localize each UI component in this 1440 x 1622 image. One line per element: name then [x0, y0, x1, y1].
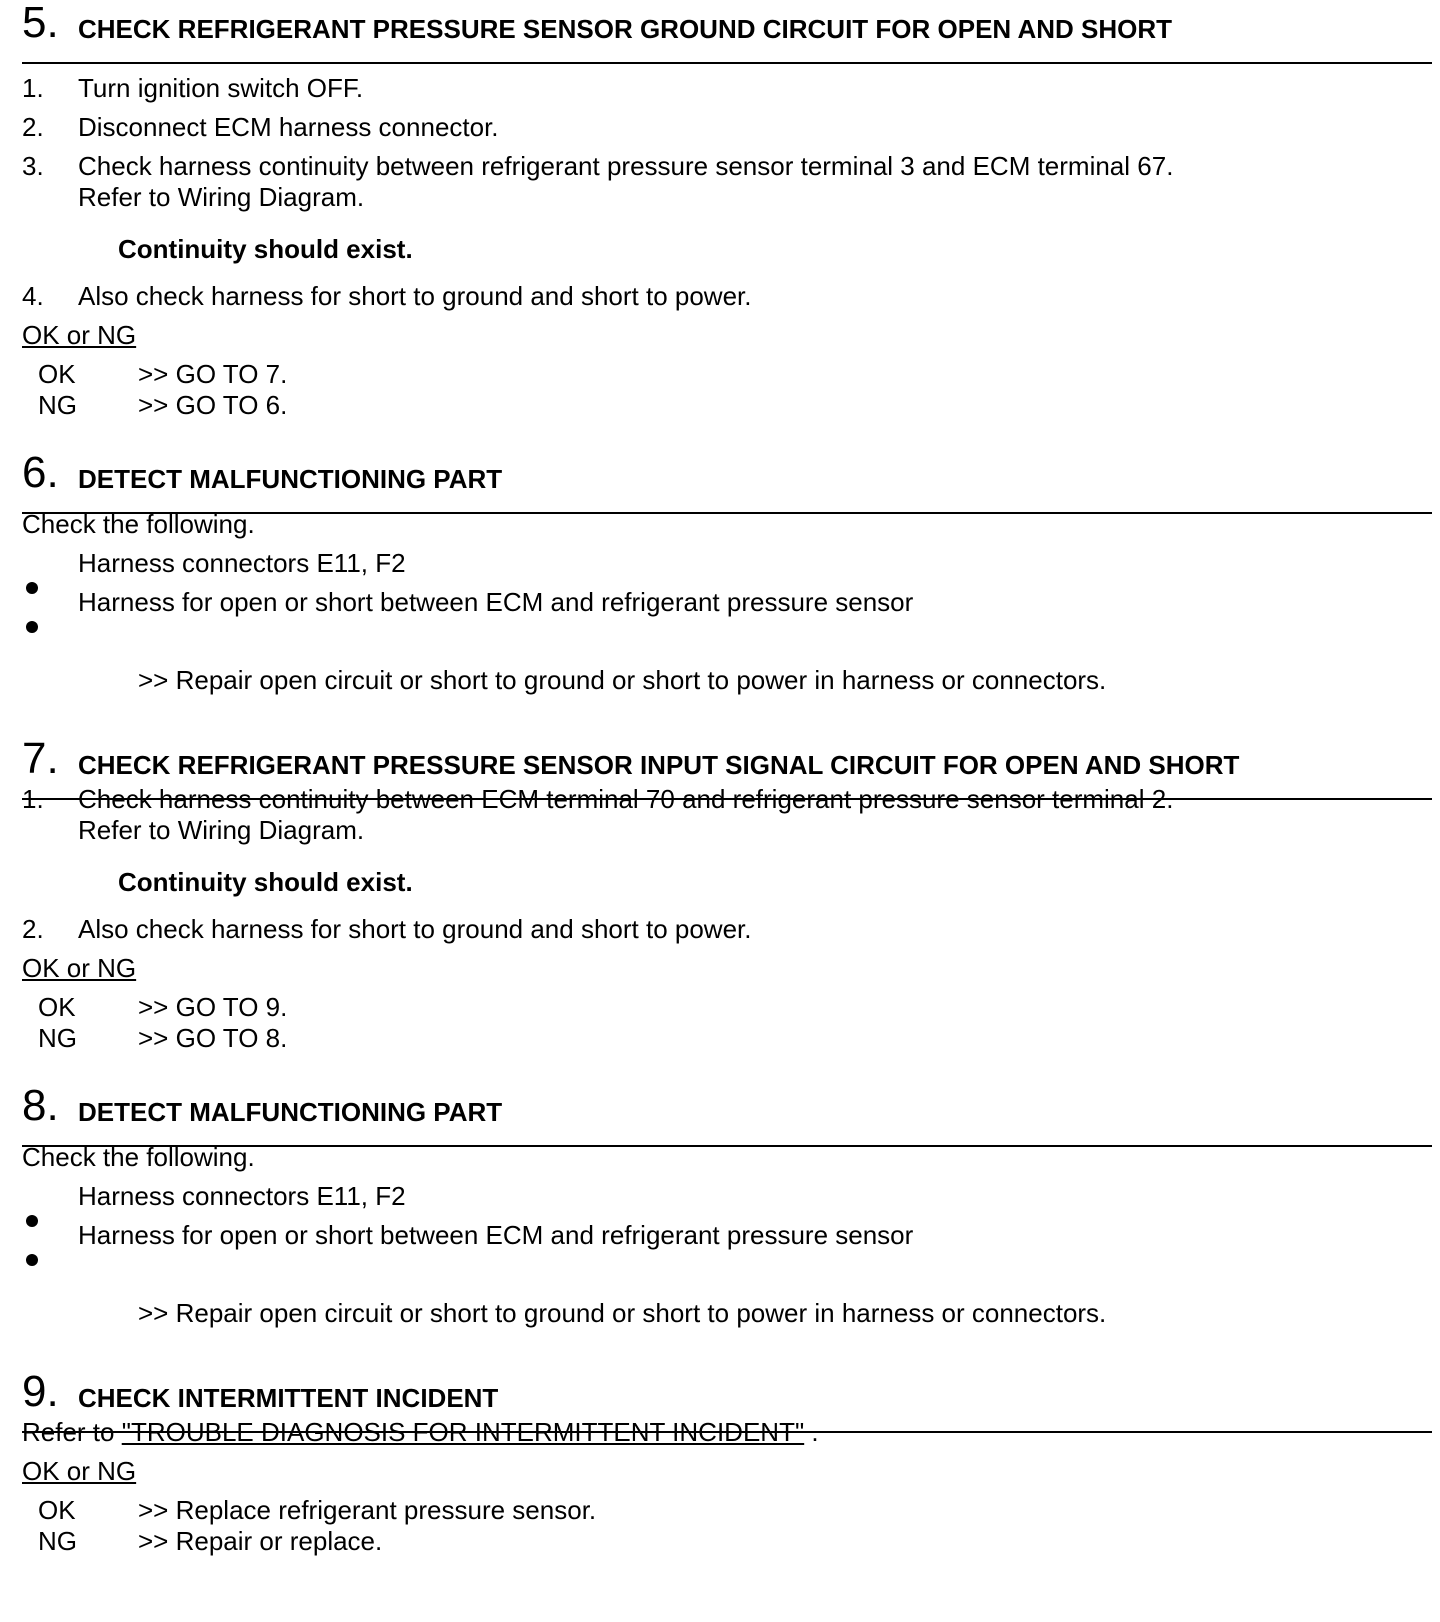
step-text: Check harness continuity between refrigerant pressure sensor terminal 3 and ECM terminal 67. — [78, 151, 1174, 181]
ok-or-ng-label: OK or NG — [22, 320, 137, 350]
bullet-text: Harness for open or short between ECM and refrigerant pressure sensor — [78, 1220, 914, 1250]
continuity-note: Continuity should exist. — [118, 867, 413, 897]
bullet-icon — [26, 621, 38, 633]
section-number: 5. — [22, 0, 59, 47]
step-number: 2. — [22, 112, 44, 142]
ng-result: >> Repair or replace. — [138, 1526, 383, 1556]
step-number: 3. — [22, 151, 44, 181]
step-number: 1. — [22, 784, 44, 814]
continuity-note: Continuity should exist. — [118, 234, 413, 264]
ok-label: OK — [38, 1495, 76, 1525]
section-title: CHECK REFRIGERANT PRESSURE SENSOR INPUT SIGNAL CIRCUIT FOR OPEN AND SHORT — [78, 750, 1240, 780]
step-text: Also check harness for short to ground and short to power. — [78, 914, 752, 944]
bullet-text: Harness connectors E11, F2 — [78, 1181, 406, 1211]
section-number: 9. — [22, 1367, 59, 1416]
ng-label: NG — [38, 1526, 77, 1556]
section-5-header — [22, 0, 1432, 64]
section-number: 7. — [22, 734, 59, 783]
refer-suffix: . — [804, 1417, 819, 1447]
ok-or-ng-label: OK or NG — [22, 953, 137, 983]
step-text: Turn ignition switch OFF. — [78, 73, 364, 103]
ng-result: >> GO TO 6. — [138, 390, 288, 420]
bullet-text: Harness connectors E11, F2 — [78, 548, 406, 578]
section-title: CHECK REFRIGERANT PRESSURE SENSOR GROUND CIRCUIT FOR OPEN AND SHORT — [78, 14, 1172, 44]
section-number: 6. — [22, 448, 59, 497]
bullet-text: Harness for open or short between ECM and refrigerant pressure sensor — [78, 587, 914, 617]
step-number: 4. — [22, 281, 44, 311]
intermittent-incident-link[interactable]: "TROUBLE DIAGNOSIS FOR INTERMITTENT INCIDENT" — [121, 1417, 805, 1447]
section-number: 8. — [22, 1081, 59, 1130]
ok-or-ng-label: OK or NG — [22, 1456, 137, 1486]
ok-label: OK — [38, 359, 76, 389]
step-text-continued: Refer to Wiring Diagram. — [78, 182, 365, 212]
intro-text: Check the following. — [22, 1142, 255, 1172]
section-8-header — [22, 1083, 1432, 1147]
ng-label: NG — [38, 390, 77, 420]
bullet-icon — [26, 1254, 38, 1266]
ng-result: >> GO TO 8. — [138, 1023, 288, 1053]
section-6-header — [22, 450, 1432, 514]
section-title: DETECT MALFUNCTIONING PART — [78, 464, 503, 494]
ok-result: >> GO TO 7. — [138, 359, 288, 389]
bullet-icon — [26, 582, 38, 594]
action-text: >> Repair open circuit or short to ground or short to power in harness or connectors. — [138, 665, 1107, 695]
bullet-icon — [26, 1215, 38, 1227]
section-title: DETECT MALFUNCTIONING PART — [78, 1097, 503, 1127]
refer-prefix: Refer to — [22, 1417, 122, 1447]
ng-label: NG — [38, 1023, 77, 1053]
ok-label: OK — [38, 992, 76, 1022]
action-text: >> Repair open circuit or short to ground or short to power in harness or connectors. — [138, 1298, 1107, 1328]
step-text: Also check harness for short to ground and short to power. — [78, 281, 752, 311]
step-text: Disconnect ECM harness connector. — [78, 112, 499, 142]
step-text: Check harness continuity between ECM terminal 70 and refrigerant pressure sensor terminal 2. — [78, 784, 1174, 814]
refer-line — [22, 1416, 819, 1448]
step-number: 2. — [22, 914, 44, 944]
ok-result: >> GO TO 9. — [138, 992, 288, 1022]
step-number: 1. — [22, 73, 44, 103]
ok-result: >> Replace refrigerant pressure sensor. — [138, 1495, 597, 1525]
section-title: CHECK INTERMITTENT INCIDENT — [78, 1383, 499, 1413]
step-text-continued: Refer to Wiring Diagram. — [78, 815, 365, 845]
intro-text: Check the following. — [22, 509, 255, 539]
